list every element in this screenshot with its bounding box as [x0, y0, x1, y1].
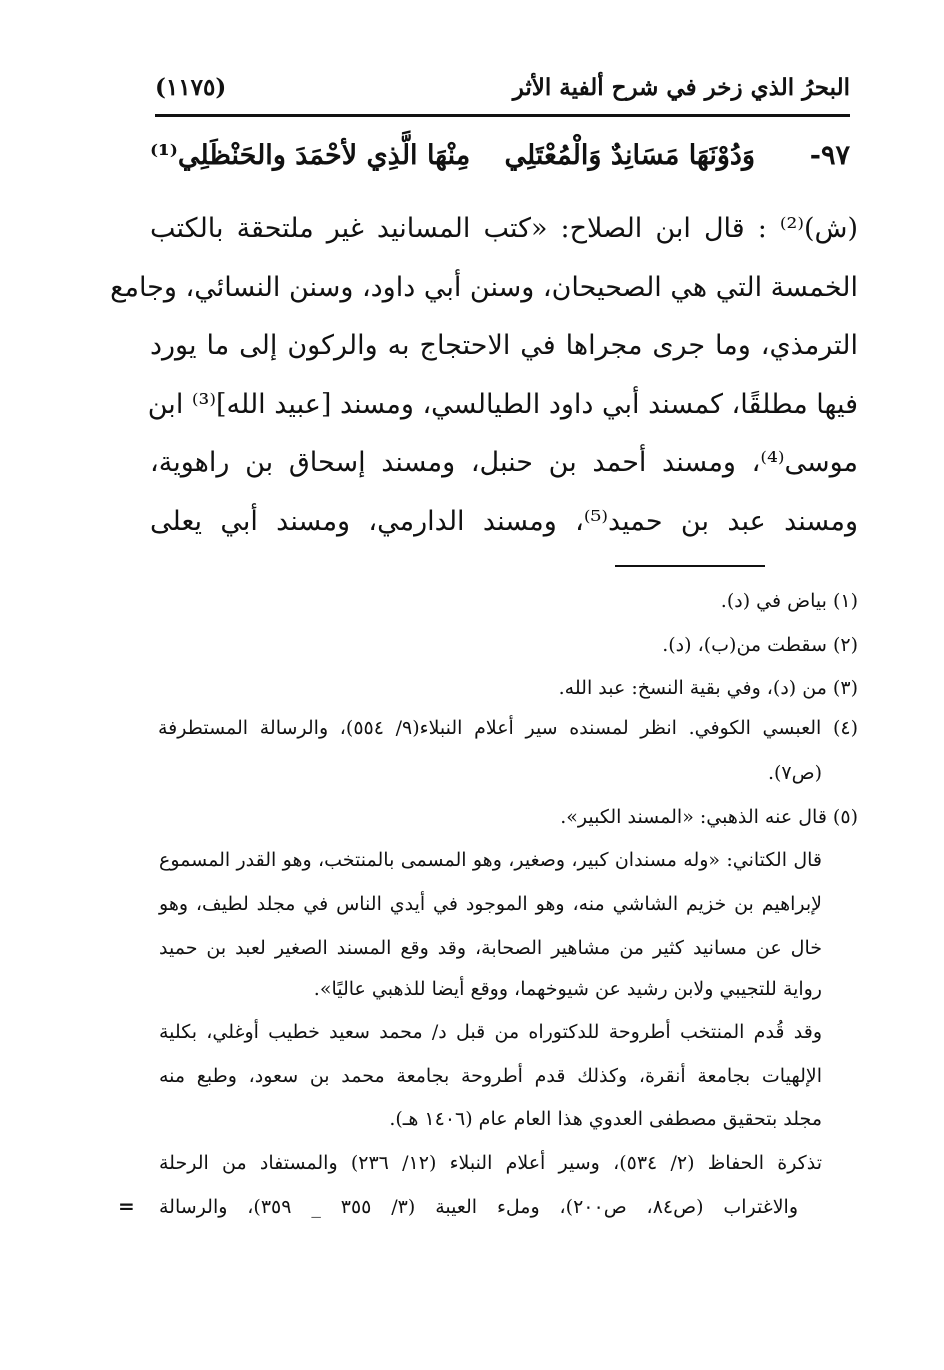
footnote-5-line: الإلهيات بجامعة أنقرة، وكذلك قدم أطروحة بجامعة محمد بن سعود، وطبع منه — [159, 1065, 822, 1087]
footnote-4-continuation: (ص٧). — [767, 762, 822, 784]
continuation-mark: = — [118, 1194, 135, 1218]
verse-second-hemistich: مِنْهَا الَّذِي لأحْمَدَ والحَنْظَلِي⁽¹⁾ — [150, 140, 471, 171]
footnote-5-line: قال الكتاني: «وله مسندان كبير، وصغير، وهو المسمى بالمنتخب، وهو القدر المسموع — [159, 849, 822, 871]
text-line: ومسند عبد بن حميد⁽⁵⁾، ومسند الدارمي، ومسند أبي يعلى — [150, 505, 859, 537]
running-title: البحرُ الذي زخر في شرح ألفية الأثر — [512, 74, 850, 101]
text-line: الخمسة التي هي الصحيحان، وسنن أبي داود، وسنن النسائي، وجامع — [110, 271, 858, 303]
text-line: فيها مطلقًا، كمسند أبي داود الطيالسي، ومسند [عبيد الله]⁽³⁾ ابن — [147, 388, 858, 420]
footnote-separator — [615, 565, 765, 567]
page-header — [155, 66, 850, 117]
footnote-5-line: خال عن مسانيد كثير من مشاهير الصحابة، وقد وقع المسند الصغير لعبد بن حميد — [159, 937, 822, 959]
text-line: موسى⁽⁴⁾، ومسند أحمد بن حنبل، ومسند إسحاق بن راهوية، — [150, 447, 858, 478]
verse-number: ٩٧- — [809, 140, 850, 171]
footnote-5-line: مجلد بتحقيق مصطفى العدوي هذا العام عام (١٤٠٦ هـ). — [389, 1108, 822, 1130]
footnote-1: (١) بياض في (د). — [720, 590, 858, 612]
verse-line — [150, 130, 850, 186]
footnote-5-line: والاغتراب (ص٨٤، ص٢٠٠)، وملء العيبة (٣/ ٣٥٥ _ ٣٥٩)، والرسالة — [159, 1196, 799, 1218]
text-line: (ش)⁽²⁾ : قال ابن الصلاح: «كتب المسانيد غير ملتحقة بالكتب — [150, 213, 858, 244]
footnote-5-line: رواية للتجيبي ولابن رشيد عن شيوخهما، ووقع أيضا للذهبي عاليًا». — [313, 978, 822, 1000]
footnote-5-line: وقد قُدم المنتخب أطروحة للدكتوراه من قبل د/ محمد سعيد خطيب أوغلي، بكلية — [159, 1021, 822, 1043]
footnote-5-line: لإبراهيم بن خزيم الشاشي منه، وهو الموجود في أيدي الناس في مجلد لطيف، وهو — [159, 893, 822, 915]
footnote-2: (٢) سقطت من(ب)، (د). — [662, 634, 858, 656]
text-line: الترمذي، وما جرى مجراها في الاحتجاج به والركون إلى ما يورد — [150, 330, 858, 361]
footnote-5: (٥) قال عنه الذهبي: «المسند الكبير». — [560, 806, 858, 828]
commentary-text — [110, 200, 859, 551]
footnote-5-line: تذكرة الحفاظ (٢/ ٥٣٤)، وسير أعلام النبلاء (١٢/ ٢٣٦) والمستفاد من الرحلة — [159, 1152, 822, 1174]
footnote-3: (٣) من (د)، وفي بقية النسخ: عبد الله. — [558, 677, 858, 699]
verse-first-hemistich: وَدُوْنَهَا مَسَانِدٌ وَالْمُعْتَلِي — [504, 140, 755, 171]
page-number: (١١٧٥) — [155, 74, 227, 101]
footnote-4: (٤) العبسي الكوفي. انظر لمسنده سير أعلام النبلاء(٩/ ٥٥٤)، والرسالة المستطرفة — [158, 717, 858, 739]
